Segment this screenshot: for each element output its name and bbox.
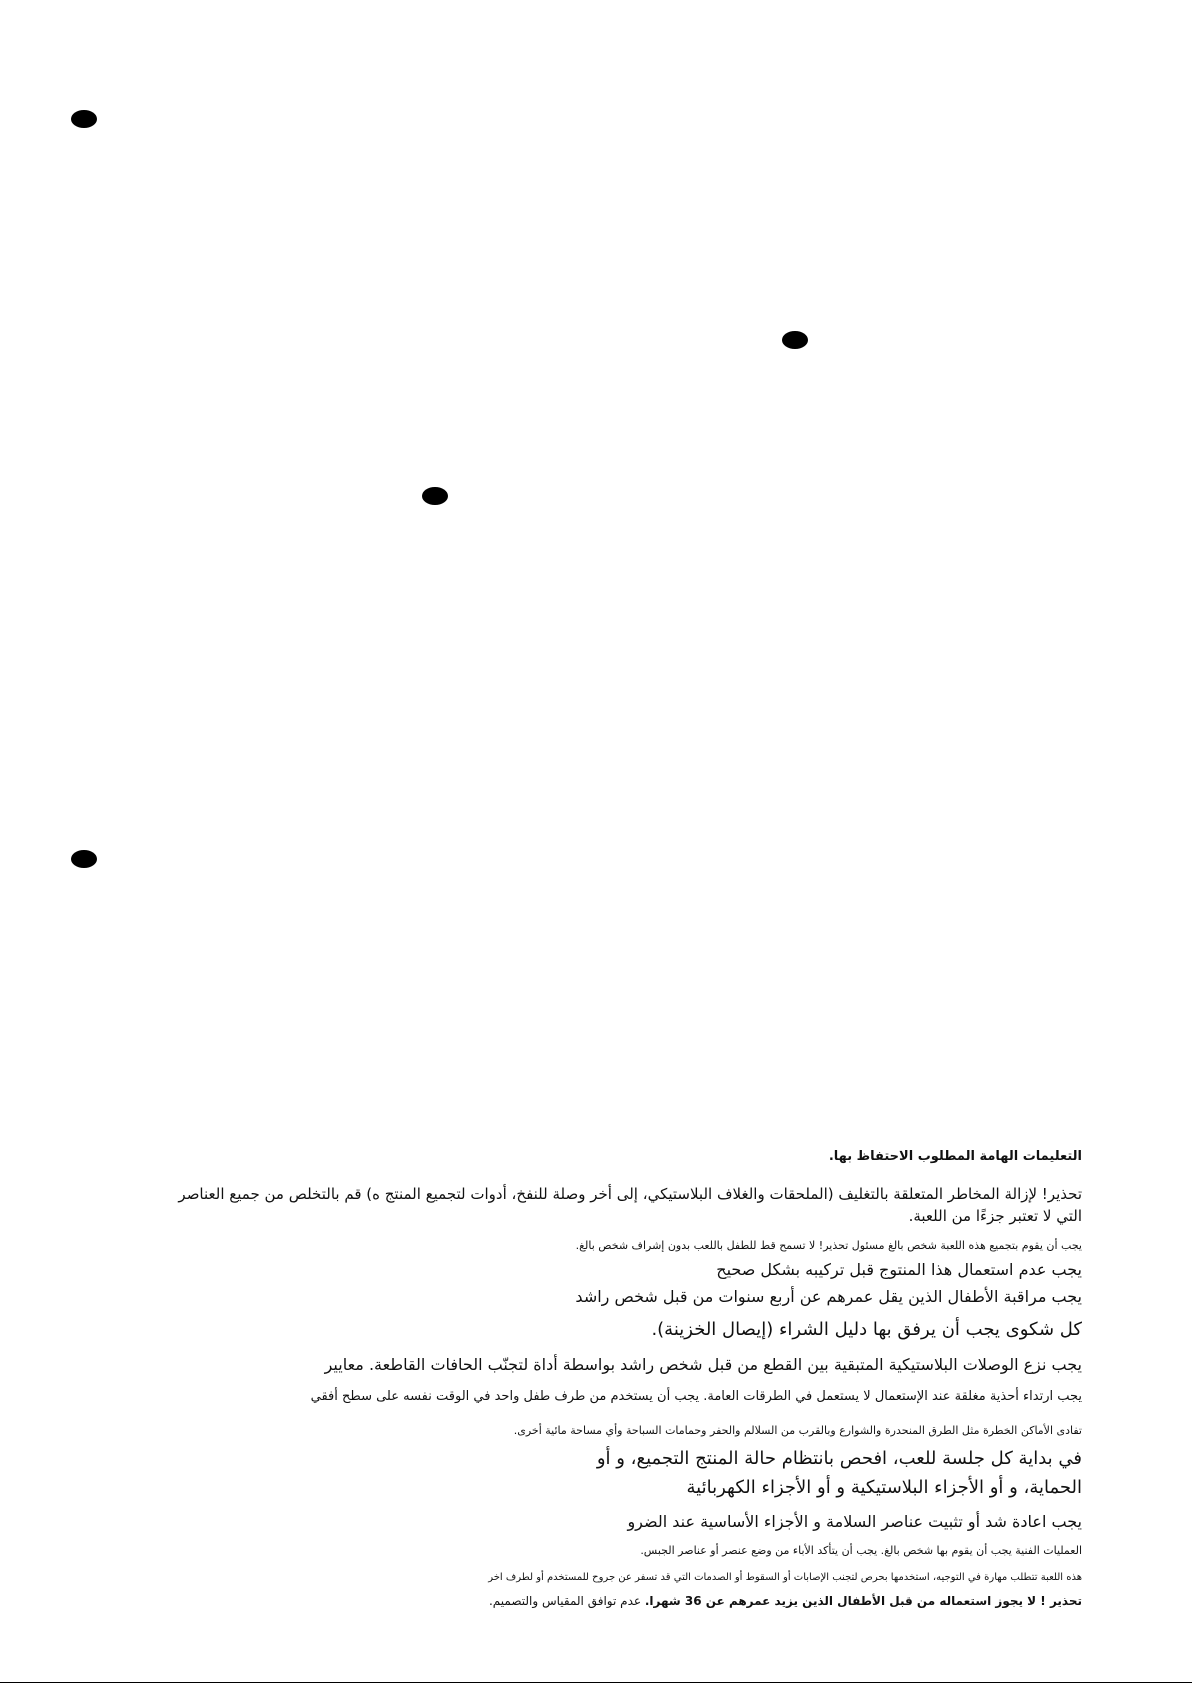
inspect-line-2: الحماية، و أو الأجزاء البلاستيكية و أو الأجزاء الكهربائية	[686, 1477, 1082, 1498]
age-warning-bold: تحذير ! لا يجوز استعماله من قبل الأطفال الذين يزيد عمرهم عن 36 شهرا.	[644, 1594, 1082, 1608]
age-warning	[489, 1595, 1082, 1609]
receipt: كل شكوى يجب أن يرفق بها دليل الشراء (إيصال الخزينة).	[651, 1319, 1082, 1340]
supervision: يجب مراقبة الأطفال الذين يقل عمرهم عن أربع سنوات من قبل شخص راشد	[575, 1287, 1082, 1306]
technical-ops: العمليات الفنية يجب أن يقوم بها شخص بالغ. يجب أن يتأكد الأباء من وضع عنصر أو عناصر الجبس.	[640, 1544, 1082, 1557]
black-dot	[422, 487, 448, 505]
shoes: يجب ارتداء أحذية مغلقة عند الإستعمال لا يستعمل في الطرقات العامة. يجب أن يستخدم من طرف طفل واحد في الوقت نفسه على سطح أفقي	[310, 1389, 1082, 1404]
instructions-title: التعليمات الهامة المطلوب الاحتفاظ بها.	[828, 1149, 1082, 1164]
dangerous-places: تفادى الأماكن الخطرة مثل الطرق المنحدرة والشوارع وبالقرب من السلالم والحفر وحمامات السباحة وأي مساحة مائية أخرى.	[513, 1424, 1082, 1437]
black-dot	[71, 110, 97, 128]
retighten: يجب اعادة شد أو تثبيت عناصر السلامة و الأجزاء الأساسية عند الضرو	[627, 1512, 1082, 1531]
bottom-rule	[0, 1682, 1192, 1683]
warning-packaging-cont: التي لا تعتبر جزءًا من اللعبة.	[908, 1207, 1082, 1225]
assembly-before-use: يجب عدم استعمال هذا المنتوج قبل تركيبه بشكل صحيح	[716, 1260, 1082, 1279]
black-dot	[782, 331, 808, 349]
warning-packaging: تحذير! لإزالة المخاطر المتعلقة بالتغليف (الملحقات والغلاف البلاستيكي، إلى أخر وصلة للنفخ، أدوات لتجميع المنتج ه) قم بالتخلص من جميع العناصر	[178, 1185, 1082, 1203]
black-dot	[71, 850, 97, 868]
inspect-line-1: في بداية كل جلسة للعب، افحص بانتظام حالة المنتج التجميع، و أو	[596, 1448, 1082, 1469]
adult-assembly: يجب أن يقوم بتجميع هذه اللعبة شخص بالغ مسئول تحذير! لا تسمح قط للطفل باللعب بدون إشراف شخص بالغ.	[575, 1239, 1082, 1252]
age-warning-rest: عدم توافق المقياس والتصميم.	[488, 1594, 645, 1608]
skill-game: هذه اللعبة تتطلب مهارة في التوجيه، استخدمها بحرص لتجنب الإصابات أو السقوط أو الصدمات التي قد تسفر عن جروح للمستخدم أو لطرف اخر	[488, 1572, 1082, 1583]
cut-connections: يجب نزع الوصلات البلاستيكية المتبقية بين القطع من قبل شخص راشد بواسطة أداة لتجنّب الحافات القاطعة. معايير	[324, 1355, 1082, 1374]
